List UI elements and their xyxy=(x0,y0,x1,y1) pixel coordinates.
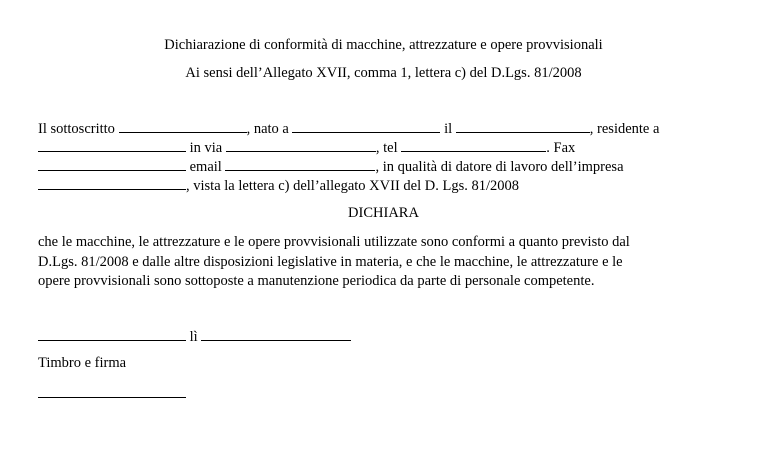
form-row-4 xyxy=(38,176,519,195)
label-qualita: , in qualità di datore di lavoro dell’impresa xyxy=(375,159,624,175)
label-nato-a: , nato a xyxy=(246,121,289,137)
form-row-3 xyxy=(38,157,624,176)
label-vista: , vista la lettera c) dell’allegato XVII del D. Lgs. 81/2008 xyxy=(186,178,519,194)
company-field[interactable] xyxy=(38,176,186,190)
document-title: Dichiarazione di conformità di macchine, attrezzature e opere provvisionali xyxy=(164,37,603,53)
label-il: il xyxy=(444,121,453,137)
signature-row xyxy=(38,384,186,403)
phone-field[interactable] xyxy=(401,138,546,152)
label-timbro-firma: Timbro e firma xyxy=(38,355,127,371)
label-email: email xyxy=(189,159,222,175)
label-in-via: in via xyxy=(189,140,223,156)
date-field[interactable] xyxy=(201,327,351,341)
place-date-row xyxy=(38,327,351,346)
street-field[interactable] xyxy=(226,138,376,152)
label-tel: , tel xyxy=(375,140,398,156)
form-row-1 xyxy=(38,119,659,138)
form-row-2 xyxy=(38,138,575,157)
label-fax: . Fax xyxy=(546,140,576,156)
dichiara-heading: DICHIARA xyxy=(348,205,419,221)
label-li: lì xyxy=(189,329,198,345)
document-subtitle: Ai sensi dell’Allegato XVII, comma 1, lettera c) del D.Lgs. 81/2008 xyxy=(185,65,582,81)
fax-field[interactable] xyxy=(38,157,186,171)
body-line-1: che le macchine, le attrezzature e le opere provvisionali utilizzate sono conformi a quanto previsto dal xyxy=(38,234,630,250)
residence-field[interactable] xyxy=(38,138,186,152)
birthplace-field[interactable] xyxy=(292,119,440,133)
place-field[interactable] xyxy=(38,327,186,341)
signature-field[interactable] xyxy=(38,384,186,398)
birthdate-field[interactable] xyxy=(456,119,590,133)
body-line-2: D.Lgs. 81/2008 e dalle altre disposizioni legislative in materia, e che le macchine, le attrezzature e le xyxy=(38,254,623,270)
label-sottoscritto: Il sottoscritto xyxy=(38,121,115,137)
body-line-3: opere provvisionali sono sottoposte a manutenzione periodica da parte di personale competente. xyxy=(38,273,595,289)
label-residente-a: , residente a xyxy=(589,121,660,137)
email-field[interactable] xyxy=(225,157,375,171)
name-field[interactable] xyxy=(119,119,247,133)
